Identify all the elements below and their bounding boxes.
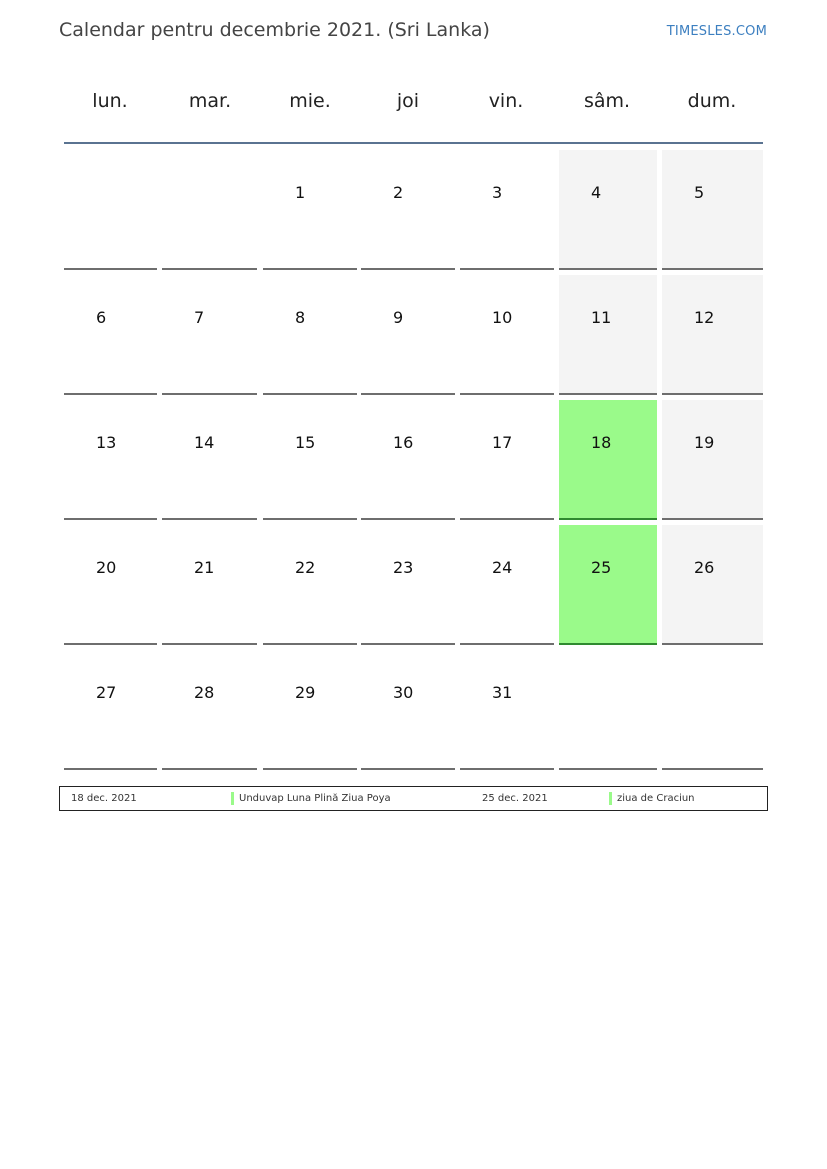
- calendar-day-cell[interactable]: [559, 150, 657, 270]
- calendar-day-cell[interactable]: [662, 275, 763, 395]
- day-number: 7: [194, 308, 205, 327]
- calendar-day-cell[interactable]: [64, 275, 157, 395]
- calendar-empty-cell: [64, 150, 157, 270]
- calendar-day-cell[interactable]: [361, 650, 455, 770]
- calendar-day-cell[interactable]: [162, 400, 257, 520]
- day-number: 15: [295, 433, 316, 452]
- calendar-day-cell[interactable]: [361, 400, 455, 520]
- calendar-day-cell[interactable]: [263, 400, 357, 520]
- calendar-day-cell[interactable]: [460, 400, 554, 520]
- legend-color-swatch: [609, 792, 612, 805]
- calendar-empty-cell: [662, 650, 763, 770]
- day-number: 14: [194, 433, 215, 452]
- calendar-day-cell[interactable]: [460, 650, 554, 770]
- day-number: 3: [492, 183, 503, 202]
- weekday-header-row: [61, 90, 765, 118]
- calendar-day-cell[interactable]: [361, 275, 455, 395]
- calendar-day-cell[interactable]: [162, 275, 257, 395]
- weekday-label: sâm.: [583, 90, 631, 112]
- day-number: 8: [295, 308, 306, 327]
- day-number: 9: [393, 308, 404, 327]
- calendar-day-cell[interactable]: [662, 400, 763, 520]
- weekday-label: vin.: [488, 90, 524, 112]
- day-number: 16: [393, 433, 414, 452]
- calendar-day-cell[interactable]: [559, 525, 657, 645]
- calendar-day-cell[interactable]: [162, 525, 257, 645]
- calendar-day-cell[interactable]: [460, 150, 554, 270]
- weekday-label: joi: [396, 90, 420, 112]
- day-number: 30: [393, 683, 414, 702]
- calendar-day-cell[interactable]: [460, 525, 554, 645]
- day-number: 19: [694, 433, 715, 452]
- day-number: 2: [393, 183, 404, 202]
- legend-holiday-name: ziua de Craciun: [617, 793, 695, 804]
- calendar-day-cell[interactable]: [662, 150, 763, 270]
- calendar-day-cell[interactable]: [263, 275, 357, 395]
- day-number: 5: [694, 183, 705, 202]
- legend-date: 25 dec. 2021: [482, 793, 548, 804]
- day-number: 26: [694, 558, 715, 577]
- calendar-day-cell[interactable]: [361, 150, 455, 270]
- calendar-day-cell[interactable]: [263, 150, 357, 270]
- page-title: Calendar pentru decembrie 2021. (Sri Lanka): [59, 19, 490, 41]
- day-number: 4: [591, 183, 602, 202]
- weekday-label: mar.: [188, 90, 232, 112]
- day-number: 13: [96, 433, 117, 452]
- day-number: 27: [96, 683, 117, 702]
- day-number: 21: [194, 558, 215, 577]
- calendar-empty-cell: [559, 650, 657, 770]
- calendar-empty-cell: [162, 150, 257, 270]
- day-number: 12: [694, 308, 715, 327]
- calendar-day-cell[interactable]: [263, 525, 357, 645]
- calendar-day-cell[interactable]: [662, 525, 763, 645]
- day-number: 24: [492, 558, 513, 577]
- calendar-day-cell[interactable]: [64, 650, 157, 770]
- header-divider: [64, 142, 763, 144]
- calendar-day-cell[interactable]: [559, 400, 657, 520]
- holiday-legend: [59, 786, 768, 811]
- day-number: 18: [591, 433, 612, 452]
- calendar-day-cell[interactable]: [361, 525, 455, 645]
- calendar-day-cell[interactable]: [162, 650, 257, 770]
- legend-color-swatch: [231, 792, 234, 805]
- day-number: 6: [96, 308, 107, 327]
- calendar-day-cell[interactable]: [460, 275, 554, 395]
- weekday-label: lun.: [92, 90, 128, 112]
- day-number: 28: [194, 683, 215, 702]
- calendar-day-cell[interactable]: [559, 275, 657, 395]
- day-number: 25: [591, 558, 612, 577]
- day-number: 1: [295, 183, 306, 202]
- day-number: 29: [295, 683, 316, 702]
- day-number: 23: [393, 558, 414, 577]
- day-number: 31: [492, 683, 513, 702]
- calendar-day-cell[interactable]: [263, 650, 357, 770]
- legend-holiday-name: Unduvap Luna Plină Ziua Poya: [239, 793, 391, 804]
- day-number: 17: [492, 433, 513, 452]
- calendar-day-cell[interactable]: [64, 525, 157, 645]
- day-number: 20: [96, 558, 117, 577]
- calendar-day-cell[interactable]: [64, 400, 157, 520]
- legend-date: 18 dec. 2021: [71, 793, 137, 804]
- day-number: 11: [591, 308, 612, 327]
- brand-link[interactable]: TIMESLES.COM: [666, 24, 767, 39]
- weekday-label: mie.: [289, 90, 331, 112]
- weekday-label: dum.: [687, 90, 737, 112]
- day-number: 22: [295, 558, 316, 577]
- day-number: 10: [492, 308, 513, 327]
